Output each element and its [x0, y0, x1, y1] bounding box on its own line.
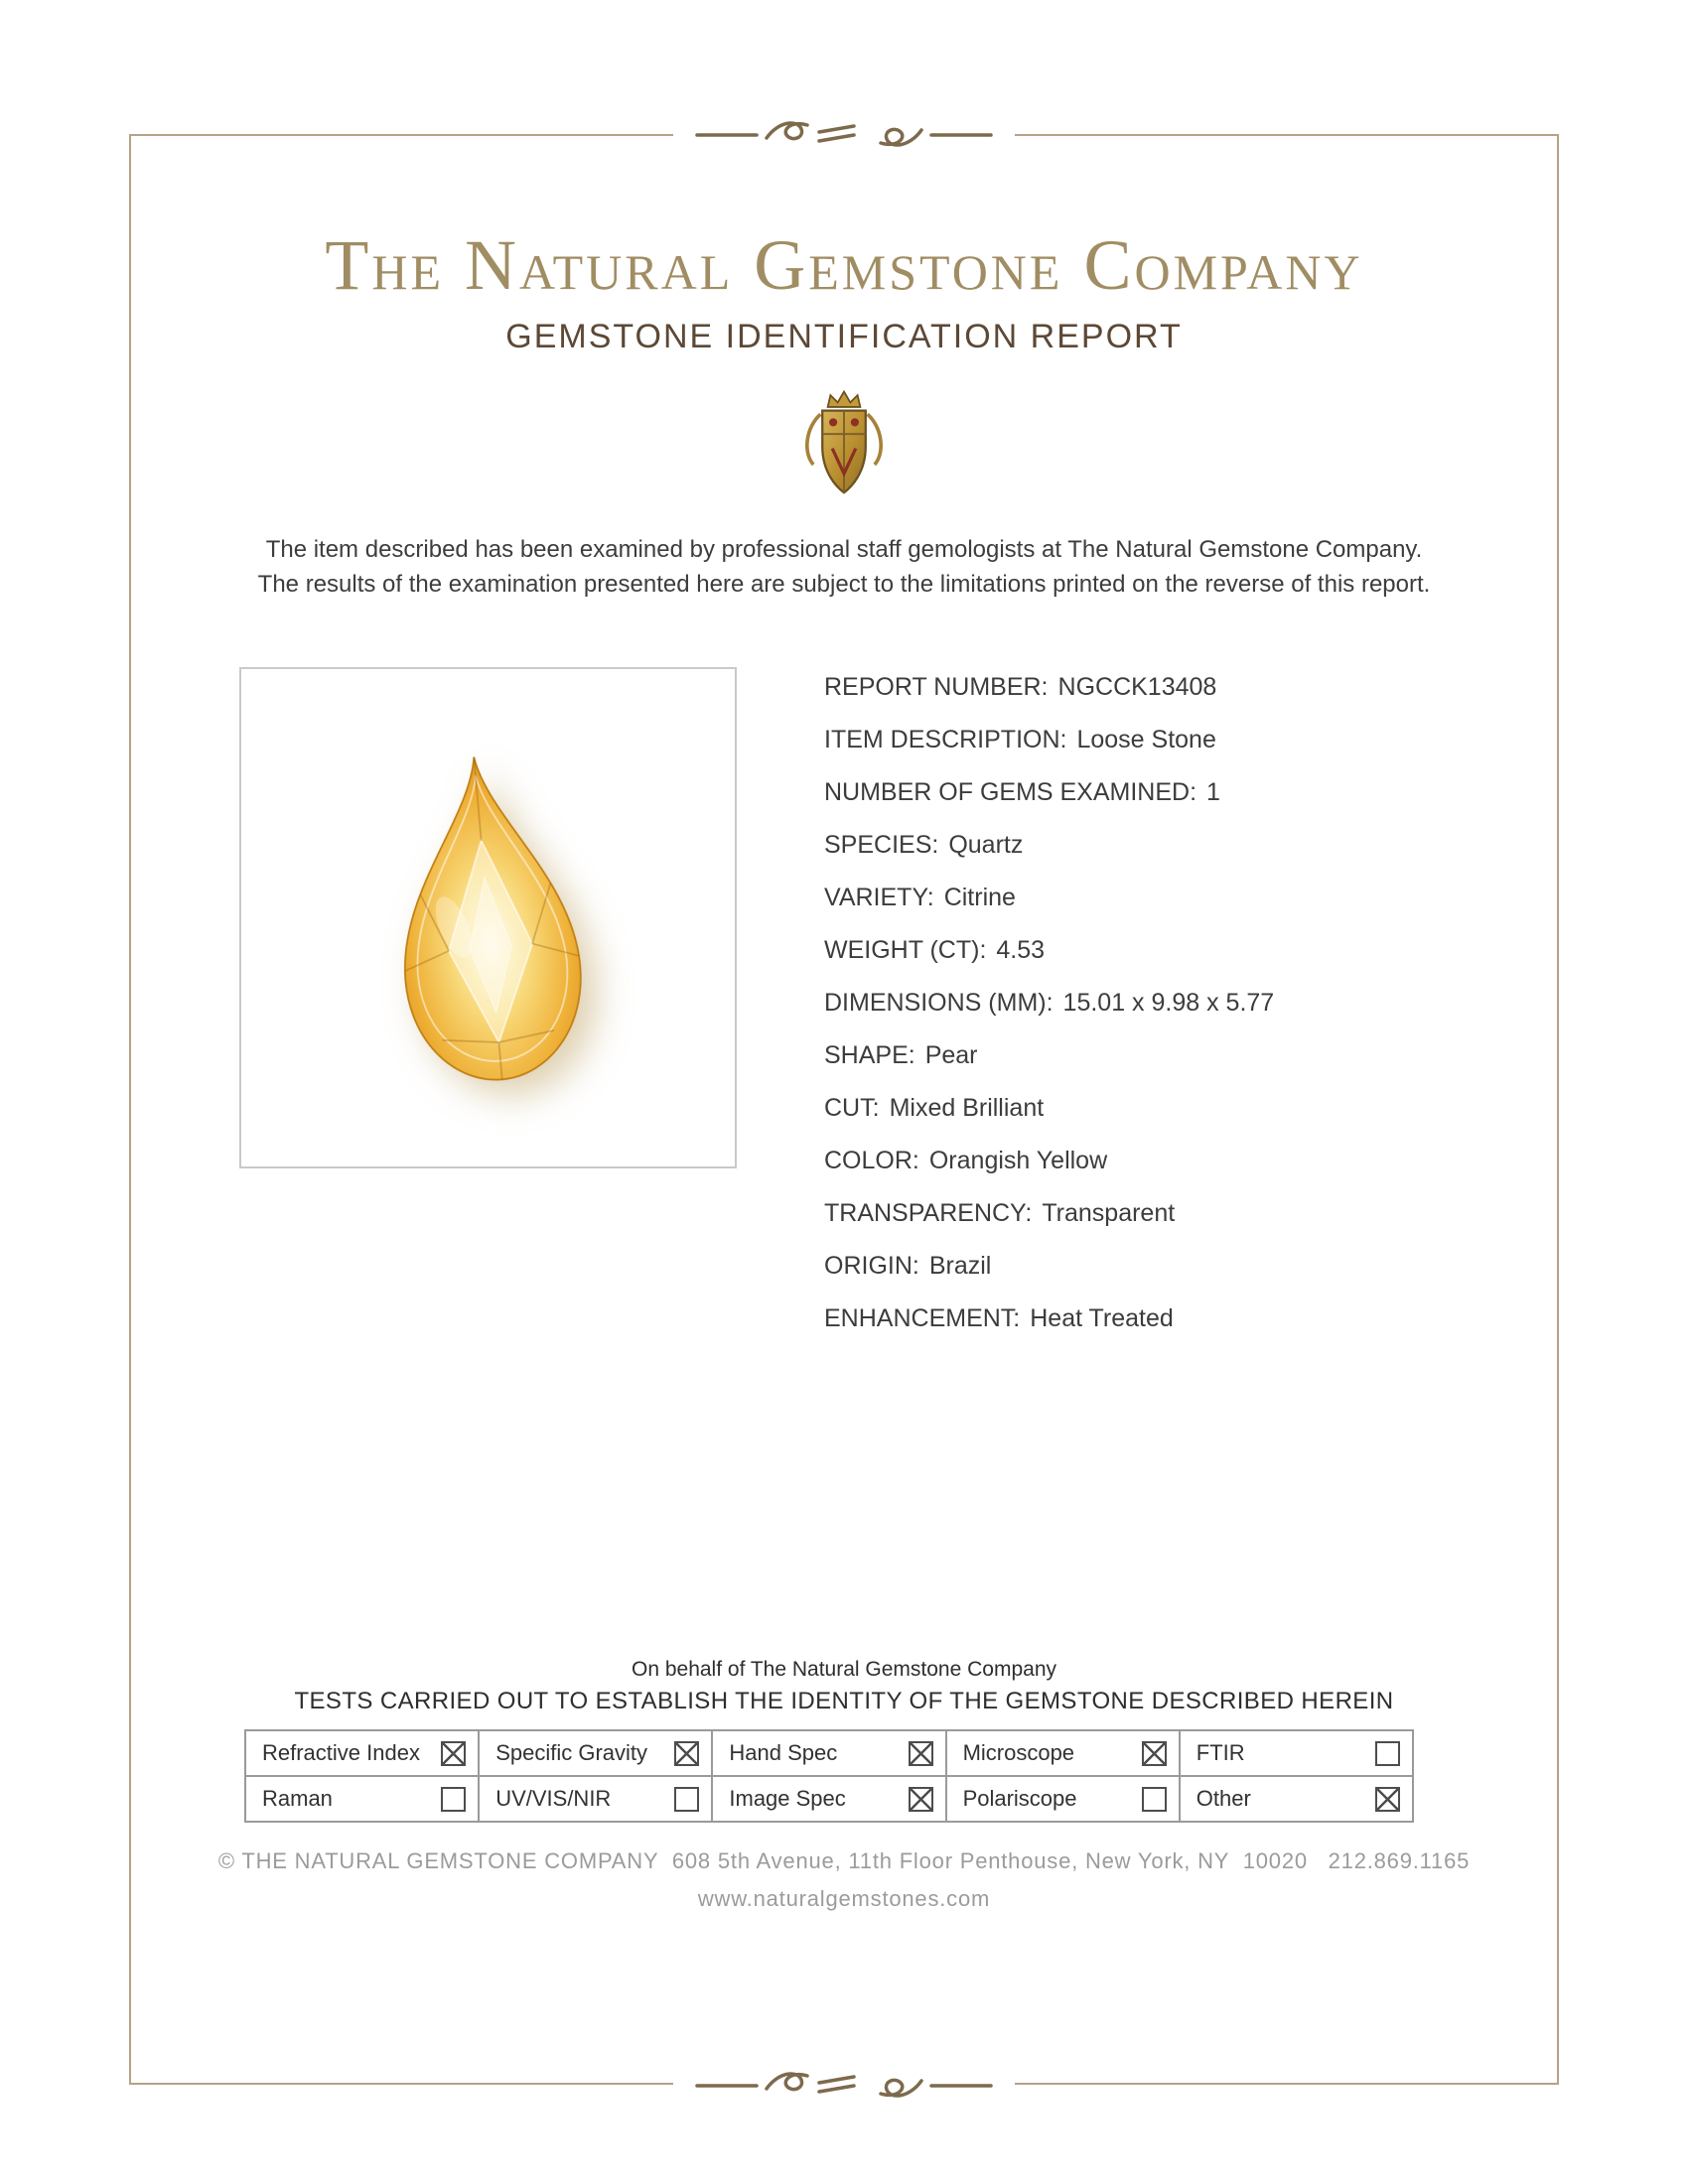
field-label: ITEM DESCRIPTION: [824, 726, 1067, 753]
tests-row-1 [245, 1730, 1413, 1776]
field-value: Orangish Yellow [928, 1147, 1108, 1174]
test-cell-specific-gravity [479, 1730, 712, 1776]
report-title: GEMSTONE IDENTIFICATION REPORT [505, 318, 1183, 355]
report-fields-list [824, 673, 1274, 1332]
tests-row-2 [245, 1776, 1413, 1822]
test-checkbox [909, 1787, 933, 1812]
test-label: FTIR [1196, 1740, 1245, 1765]
field-value: Loose Stone [1076, 726, 1216, 753]
test-checkbox [1375, 1741, 1400, 1766]
test-cell-refractive-index [245, 1730, 479, 1776]
test-checkbox [1375, 1787, 1400, 1812]
footer-website: www.naturalgemstones.com [697, 1886, 991, 1911]
test-checkbox [1142, 1787, 1167, 1812]
field-label: WEIGHT (CT): [824, 936, 987, 964]
field-transparency [824, 1199, 1274, 1227]
field-label: NUMBER OF GEMS EXAMINED: [824, 778, 1197, 806]
on-behalf-text: On behalf of The Natural Gemstone Company [631, 1658, 1056, 1681]
field-value: Transparent [1042, 1199, 1176, 1227]
pear-citrine-gem-image [357, 740, 620, 1096]
company-crest-icon [788, 387, 900, 509]
field-label: COLOR: [824, 1147, 919, 1174]
footer-address: © THE NATURAL GEMSTONE COMPANY 608 5th Avenue, 11th Floor Penthouse, New York, NY 10020 212.869.1165 [217, 1848, 1471, 1873]
scroll-flourish-icon [695, 2062, 993, 2108]
field-value: Mixed Brilliant [889, 1094, 1045, 1122]
field-value: Quartz [948, 831, 1024, 859]
intro-line-2: The results of the examination presented here are subject to the limitations printed on the reverse of this report. [257, 571, 1431, 598]
field-origin [824, 1252, 1274, 1280]
scroll-flourish-icon [695, 111, 993, 157]
field-enhancement [824, 1304, 1274, 1332]
field-shape [824, 1041, 1274, 1069]
field-value: NGCCK13408 [1057, 673, 1217, 701]
test-label: Specific Gravity [495, 1740, 648, 1765]
field-variety [824, 884, 1274, 911]
field-dimensions [824, 989, 1274, 1017]
test-label: Image Spec [729, 1786, 846, 1811]
field-label: TRANSPARENCY: [824, 1199, 1033, 1227]
bottom-divider-ornament [673, 2062, 1015, 2108]
field-label: DIMENSIONS (MM): [824, 989, 1054, 1017]
field-value: 15.01 x 9.98 x 5.77 [1062, 989, 1275, 1017]
field-label: ENHANCEMENT: [824, 1304, 1021, 1332]
field-value: 4.53 [996, 936, 1046, 964]
field-label: VARIETY: [824, 884, 934, 911]
test-cell-ftir [1180, 1730, 1413, 1776]
field-number-of-gems [824, 778, 1274, 806]
coat-of-arms-icon [788, 387, 900, 504]
test-checkbox [909, 1741, 933, 1766]
test-label: UV/VIS/NIR [495, 1786, 612, 1811]
company-name: The Natural Gemstone Company [325, 225, 1363, 305]
test-cell-raman [245, 1776, 479, 1822]
field-label: ORIGIN: [824, 1252, 919, 1280]
test-cell-microscope [946, 1730, 1180, 1776]
field-value: 1 [1206, 778, 1220, 806]
test-checkbox [441, 1741, 466, 1766]
tests-table [244, 1729, 1414, 1823]
field-value: Heat Treated [1030, 1304, 1174, 1332]
test-cell-image-spec [712, 1776, 945, 1822]
field-color [824, 1147, 1274, 1174]
gem-photo-frame [239, 667, 737, 1168]
field-item-description [824, 726, 1274, 753]
field-value: Citrine [943, 884, 1016, 911]
tests-heading: TESTS CARRIED OUT TO ESTABLISH THE IDENTITY OF THE GEMSTONE DESCRIBED HEREIN [294, 1688, 1394, 1714]
test-checkbox [441, 1787, 466, 1812]
field-cut [824, 1094, 1274, 1122]
test-cell-uv-vis-nir [479, 1776, 712, 1822]
field-label: CUT: [824, 1094, 880, 1122]
field-label: SHAPE: [824, 1041, 915, 1069]
intro-statement [0, 532, 1688, 602]
test-cell-other [1180, 1776, 1413, 1822]
top-divider-ornament [673, 111, 1015, 157]
test-cell-hand-spec [712, 1730, 945, 1776]
test-label: Hand Spec [729, 1740, 838, 1765]
test-label: Raman [262, 1786, 333, 1811]
field-weight [824, 936, 1274, 964]
test-checkbox [1142, 1741, 1167, 1766]
field-label: SPECIES: [824, 831, 939, 859]
test-label: Other [1196, 1786, 1251, 1811]
test-cell-polariscope [946, 1776, 1180, 1822]
field-value: Pear [924, 1041, 978, 1069]
test-label: Polariscope [962, 1786, 1077, 1811]
field-value: Brazil [928, 1252, 992, 1280]
field-report-number [824, 673, 1274, 701]
test-label: Microscope [962, 1740, 1075, 1765]
test-label: Refractive Index [262, 1740, 420, 1765]
test-checkbox [674, 1741, 699, 1766]
field-species [824, 831, 1274, 859]
intro-line-1: The item described has been examined by professional staff gemologists at The Natural Gemstone Company. [265, 536, 1423, 563]
test-checkbox [674, 1787, 699, 1812]
field-label: REPORT NUMBER: [824, 673, 1049, 701]
